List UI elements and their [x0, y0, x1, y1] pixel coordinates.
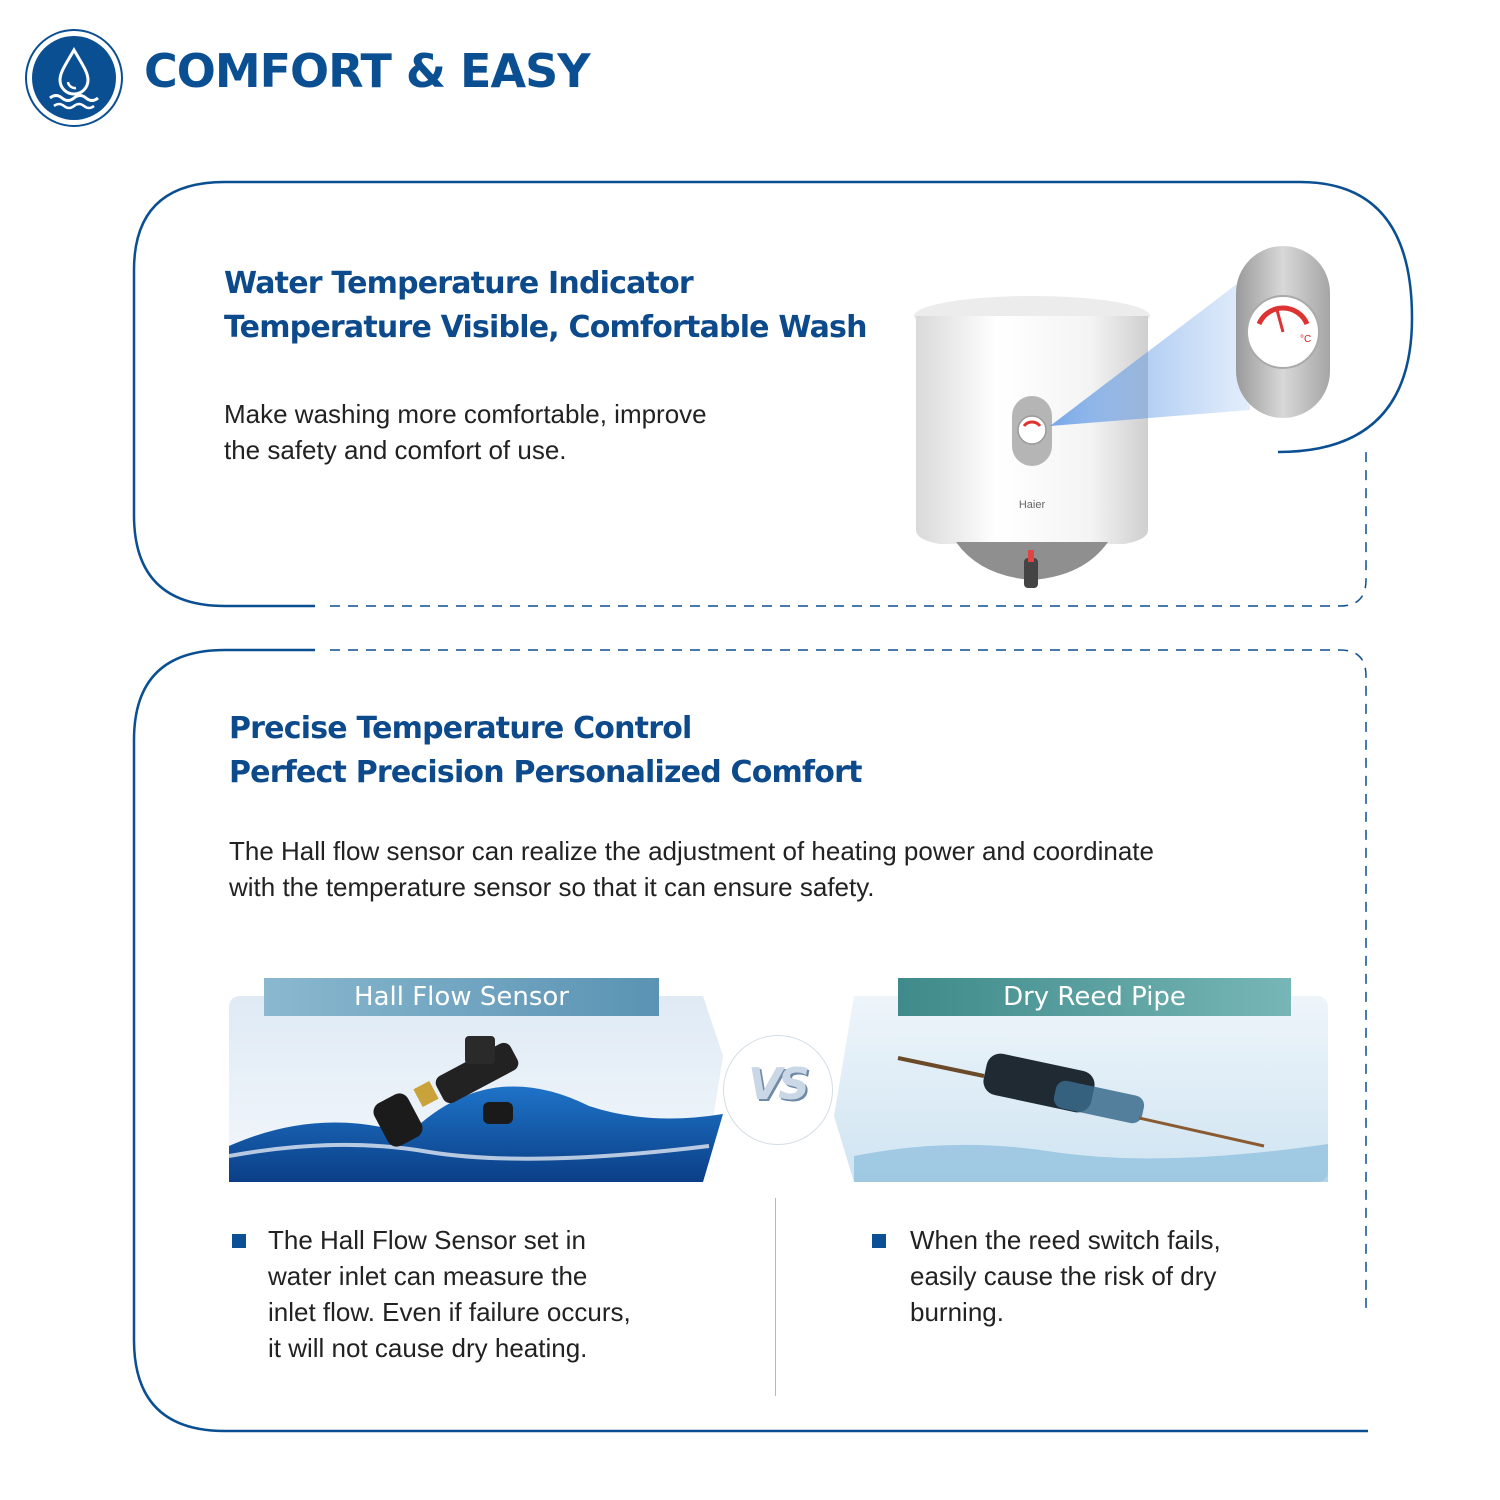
section2-heading-line2: Perfect Precision Personalized Comfort [229, 755, 862, 790]
hall-sensor-bullet-line: it will not cause dry heating. [268, 1333, 588, 1363]
section1-description [224, 396, 844, 468]
hall-flow-sensor-tag: Hall Flow Sensor [264, 978, 659, 1016]
dry-reed-pipe-tag: Dry Reed Pipe [898, 978, 1291, 1016]
section1-description-line2: the safety and comfort of use. [224, 435, 567, 465]
section2-heading-line1: Precise Temperature Control [229, 711, 692, 746]
hall-sensor-bullet-line: inlet flow. Even if failure occurs, [268, 1297, 631, 1327]
section2-description-line2: with the temperature sensor so that it can ensure safety. [229, 872, 875, 902]
water-heater-tank [914, 296, 1150, 588]
page-title: COMFORT & EASY [144, 44, 590, 98]
section1-heading-line1: Water Temperature Indicator [224, 266, 693, 301]
heater-brand-label: Haier [1018, 499, 1046, 511]
temperature-gauge-zoom [1236, 246, 1330, 418]
hall-sensor-bullet [268, 1222, 708, 1366]
gauge-unit-label: °C [1300, 334, 1312, 345]
section1-heading-line2: Temperature Visible, Comfortable Wash [224, 310, 867, 345]
section2-description [229, 833, 1339, 905]
bullet-square-icon [232, 1234, 246, 1248]
vs-label: VS [748, 1059, 806, 1110]
bullet-square-icon [872, 1234, 886, 1248]
hall-sensor-bullet-line: The Hall Flow Sensor set in [268, 1225, 586, 1255]
reed-pipe-bullet-line: burning. [910, 1297, 1004, 1327]
comparison-divider [775, 1198, 776, 1396]
reed-pipe-bullet-line: easily cause the risk of dry [910, 1261, 1217, 1291]
hall-flow-sensor-image [229, 996, 723, 1182]
hall-sensor-bullet-line: water inlet can measure the [268, 1261, 588, 1291]
section2-description-line1: The Hall flow sensor can realize the adjustment of heating power and coordinate [229, 836, 1154, 866]
reed-pipe-bullet [910, 1222, 1310, 1330]
section1-description-line1: Make washing more comfortable, improve [224, 399, 707, 429]
reed-pipe-bullet-line: When the reed switch fails, [910, 1225, 1221, 1255]
water-heater-illustration [900, 240, 1410, 600]
dry-reed-pipe-image [834, 996, 1328, 1182]
